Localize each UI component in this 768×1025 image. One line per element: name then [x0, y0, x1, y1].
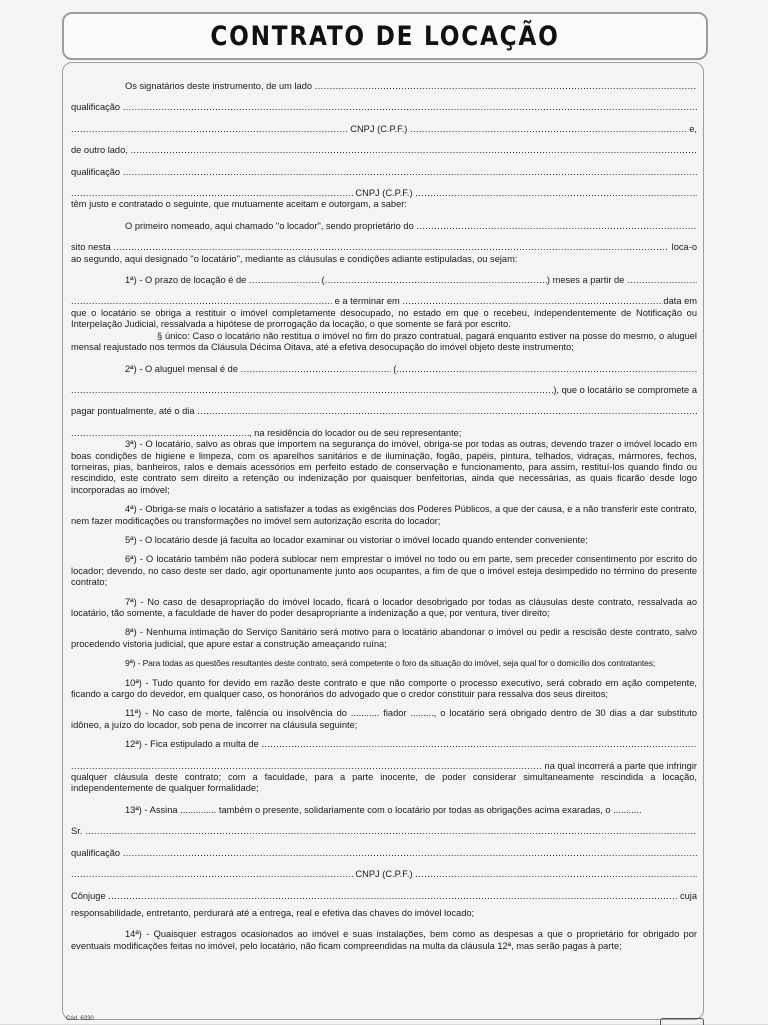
page-title: CONTRATO DE LOCAÇÃO	[210, 20, 560, 52]
fill-line	[71, 385, 553, 396]
clause-13-cnpj-line	[71, 869, 697, 880]
clause-number: 9ª)	[125, 658, 136, 669]
fill-line	[416, 221, 697, 232]
clause-number: 11ª)	[125, 708, 142, 719]
cnpj-label: CNPJ (C.P.F.)	[355, 869, 413, 880]
conjuge-label: Cônjuge	[71, 890, 106, 901]
intro-text: Os signatários deste instrumento, de um lado	[125, 81, 313, 91]
clause-number: 12ª)	[125, 739, 142, 750]
clause-number: 13ª)	[125, 804, 142, 815]
clause-13-conjuge-line	[71, 891, 697, 902]
clause-2-line-3	[71, 406, 697, 417]
outro-lado-label: de outro lado,	[71, 145, 128, 156]
fill-line	[325, 275, 547, 286]
qualificacao-label: qualificação	[71, 847, 121, 858]
qualificacao-line-2	[71, 167, 697, 178]
fill-line	[261, 739, 697, 750]
cnpj-line-1	[71, 124, 697, 135]
clause-3	[71, 439, 697, 496]
clause-13-line-1	[71, 805, 697, 816]
outro-lado-line	[71, 145, 697, 156]
fill-line	[123, 102, 697, 113]
fill-line	[113, 242, 669, 253]
clause-number: 6ª)	[125, 554, 137, 565]
clause-2-line-4	[71, 428, 697, 439]
clause-5	[71, 535, 697, 546]
clause-text: ) meses a partir de	[546, 275, 625, 286]
clause-13-resp: responsabilidade, entretanto, perdurará até a entrega, real e efetiva das chaves do imóvel locado;	[71, 907, 475, 918]
fill-line	[71, 124, 348, 135]
fill-line	[123, 848, 697, 859]
clause-number: 1ª)	[125, 275, 137, 286]
sito-line	[71, 242, 697, 253]
clause-7	[71, 597, 697, 620]
clause-text: data em	[663, 296, 697, 307]
fill-line	[396, 364, 697, 375]
clause-text: - Assina .............. também o presente, solidariamente com o locatário por todas as obrigações acima exaradas, o ...........	[144, 804, 642, 815]
fill-line	[415, 188, 697, 199]
fill-line	[241, 364, 391, 375]
fill-line	[71, 428, 249, 439]
clause-text: - No caso de desapropriação do imóvel locado, ficará o locador desobrigado por todas as cláusulas deste contrato, ressalvada ao locatário, tão somente, a faculdade de haver do poder desapropriante a indenização a que, por ventura, tiver direito;	[71, 596, 697, 618]
clause-11	[71, 708, 697, 731]
fill-line	[85, 826, 697, 837]
contract-body	[71, 81, 697, 952]
clause-number: 7ª)	[125, 596, 137, 607]
justo-text: têm justo e contratado o seguinte, que mutuamente aceitam e outorgam, a saber:	[71, 199, 407, 210]
clause-8	[71, 627, 697, 650]
clause-text: - O locatário desde já faculta ao locador examinar ou vistoriar o imóvel locado quando entender conveniente;	[139, 534, 588, 545]
locador-line	[71, 221, 697, 232]
clause-2-line-1	[71, 364, 697, 375]
clause-13-qualificacao-line	[71, 848, 697, 859]
qualificacao-line-1	[71, 102, 697, 113]
fill-line	[71, 188, 353, 199]
clause-number: 8ª)	[125, 627, 137, 638]
clause-number: 14ª)	[125, 929, 142, 940]
fill-line	[249, 275, 319, 286]
clause-text: ), que o locatário se compromete a	[553, 384, 697, 395]
clause-9	[71, 658, 697, 669]
qualificacao-label: qualificação	[71, 102, 121, 113]
clause-1-unico: § único: Caso o locatário não restitua o imóvel no fim do prazo contratual, pagará enquanto estiver na posse do mesmo, o aluguel mensal reajustado nos termos da Cláusula Décima Oitava, até a efetiva desocupação do imóvel objeto deste instrumento;	[71, 330, 697, 353]
fill-line	[410, 124, 687, 135]
clause-13-sr-line	[71, 826, 697, 837]
cnpj-label: CNPJ (C.P.F.)	[355, 188, 413, 199]
clause-text: pagar pontualmente, até o dia	[71, 406, 195, 417]
clause-1-body: que o locatário se obriga a restituir o imóvel completamente desocupado, no estado em que o recebeu, independentemente de Notificação ou Interpelação Judicial, ressalvada a hipótese de prorrogação da locação, o que somente se fará por escrito.	[71, 307, 697, 330]
locatario-line	[71, 254, 697, 265]
fill-line	[130, 145, 697, 156]
clause-6	[71, 554, 697, 588]
clause-text: , na residência do locador ou de seu representante;	[249, 427, 462, 438]
title-box	[62, 12, 708, 60]
locador-text: O primeiro nomeado, aqui chamado "o locador", sendo proprietário do	[125, 220, 414, 231]
fill-line	[415, 869, 697, 880]
clause-text: - Fica estipulado a multa de	[144, 739, 259, 750]
fill-line	[627, 275, 697, 286]
fill-line	[315, 81, 697, 92]
clause-text: - Tudo quanto for devido em razão deste contrato e que não comporte o processo executivo, será cobrado em ação competente, ficando a cargo do devedor, em qualquer caso, os honorários do advogado que o credor constituir para ressalva dos seus direitos;	[71, 677, 697, 700]
cuja-label: cuja	[679, 890, 697, 901]
clause-number: 3ª)	[125, 439, 137, 450]
paren: (	[321, 275, 325, 286]
locatario-text: ao segundo, aqui designado "o locatário", mediante as cláusulas e condições adiante estipuladas, ou sejam:	[71, 253, 518, 264]
clause-text: - Para todas as questões resultantes deste contrato, será competente o foro da situação do imóvel, seja qual for o domicílio dos contratantes;	[137, 658, 656, 669]
sr-label: Sr.	[71, 826, 83, 837]
clause-12-line-1	[71, 739, 697, 750]
clause-2-line-2	[71, 385, 697, 396]
clause-number: 4ª)	[125, 504, 137, 515]
clause-text: - O prazo de locação é de	[139, 275, 247, 286]
form-code: Cód. 6330	[66, 1016, 94, 1022]
fill-line	[71, 761, 542, 772]
cnpj-line-2	[71, 188, 697, 199]
clause-14	[71, 929, 697, 952]
paren: (	[393, 363, 397, 374]
clause-number: 5ª)	[125, 534, 137, 545]
cnpj-label: CNPJ (C.P.F.)	[350, 123, 408, 134]
clause-number: 2ª)	[125, 363, 137, 374]
clause-12-body: qualquer cláusula deste contrato; com a faculdade, para a parte inocente, de poder considerar simultaneamente rescindida a locação, independentemente de qualquer formalidade;	[71, 772, 697, 794]
clause-12-line-2	[71, 761, 697, 772]
justo-line	[71, 199, 697, 210]
clause-1-line-2	[71, 296, 697, 307]
clause-text: - Obriga-se mais o locatário a satisfazer a todas as exigências dos Poderes Públicos, a que der causa, e a não transferir este contrato, nem fazer modificações ou transformações no imóvel sem autorização escrita do locador;	[71, 504, 697, 526]
clause-text: na qual incorrerá a parte que infringir	[544, 760, 697, 771]
clause-text: e a terminar em	[334, 296, 400, 307]
clause-text: - O aluguel mensal é de	[139, 363, 239, 374]
clause-text: - No caso de morte, falência ou insolvência do ........... fiador ........., o locatário será obrigado dentro de 30 dias a dar substituto idôneo, a juízo do locador, sob pena de incorrer na cláusula seguinte;	[71, 708, 697, 730]
fill-line	[71, 296, 332, 307]
intro-line-1	[71, 81, 697, 92]
conjunction-e: e,	[689, 123, 697, 134]
fill-line	[71, 869, 353, 880]
clause-4	[71, 504, 697, 527]
clause-1-line-1	[71, 275, 697, 286]
clause-text: - O locatário, salvo as obras que importem na segurança do imóvel, obriga-se por todas as outras, devendo trazer o imóvel locado em boas condições de higiene e limpeza, com os aparelhos sanitários e de iluminação, fogão, papéis, pintura, telhados, vidraças, mármores, fechos, torneiras, pias, banheiros, ralos e demais acessórios em perfeito estado de conservação e funcionamento, para assim, restituí-los quando findo ou rescindido, este contrato sem direito a retenção ou indenização por quaisquer benfeitorias, ainda que necessárias, as quais ficarão desde logo incorporadas ao imóvel;	[71, 439, 697, 495]
clause-text: - Quaisquer estragos ocasionados ao imóvel e suas instalações, bem como as despesas a que o proprietário for obrigado por eventuais modificações feitas no imóvel, pelo locatário, não ficam compreendidas na multa da cláusula 12ª, mas serão pagas à parte;	[71, 929, 697, 951]
qualificacao-label: qualificação	[71, 166, 121, 177]
clause-number: 10ª)	[125, 677, 142, 688]
clause-10	[71, 678, 697, 701]
fill-line	[123, 167, 697, 178]
sito-label: sito nesta	[71, 242, 111, 253]
clause-text: - O locatário também não poderá sublocar nem emprestar o imóvel no todo ou em parte, sem preceder consentimento por escrito do locador; devendo, no caso deste ser dado, agir oportunamente junto aos ocupantes, a fim de que o imóvel esteja desimpedido no término do presente contrato;	[71, 554, 697, 588]
fill-line	[197, 406, 697, 417]
clause-text: - Nenhuma intimação do Serviço Sanitário será motivo para o locatário abandonar o imóvel ou pedir a rescisão deste contrato, salvo procedendo vistoria judicial, que apure estar a construção ameaçando ruína;	[71, 627, 697, 649]
fill-line	[108, 891, 677, 902]
loca-label: loca-o	[671, 242, 697, 253]
fill-line	[402, 296, 663, 307]
